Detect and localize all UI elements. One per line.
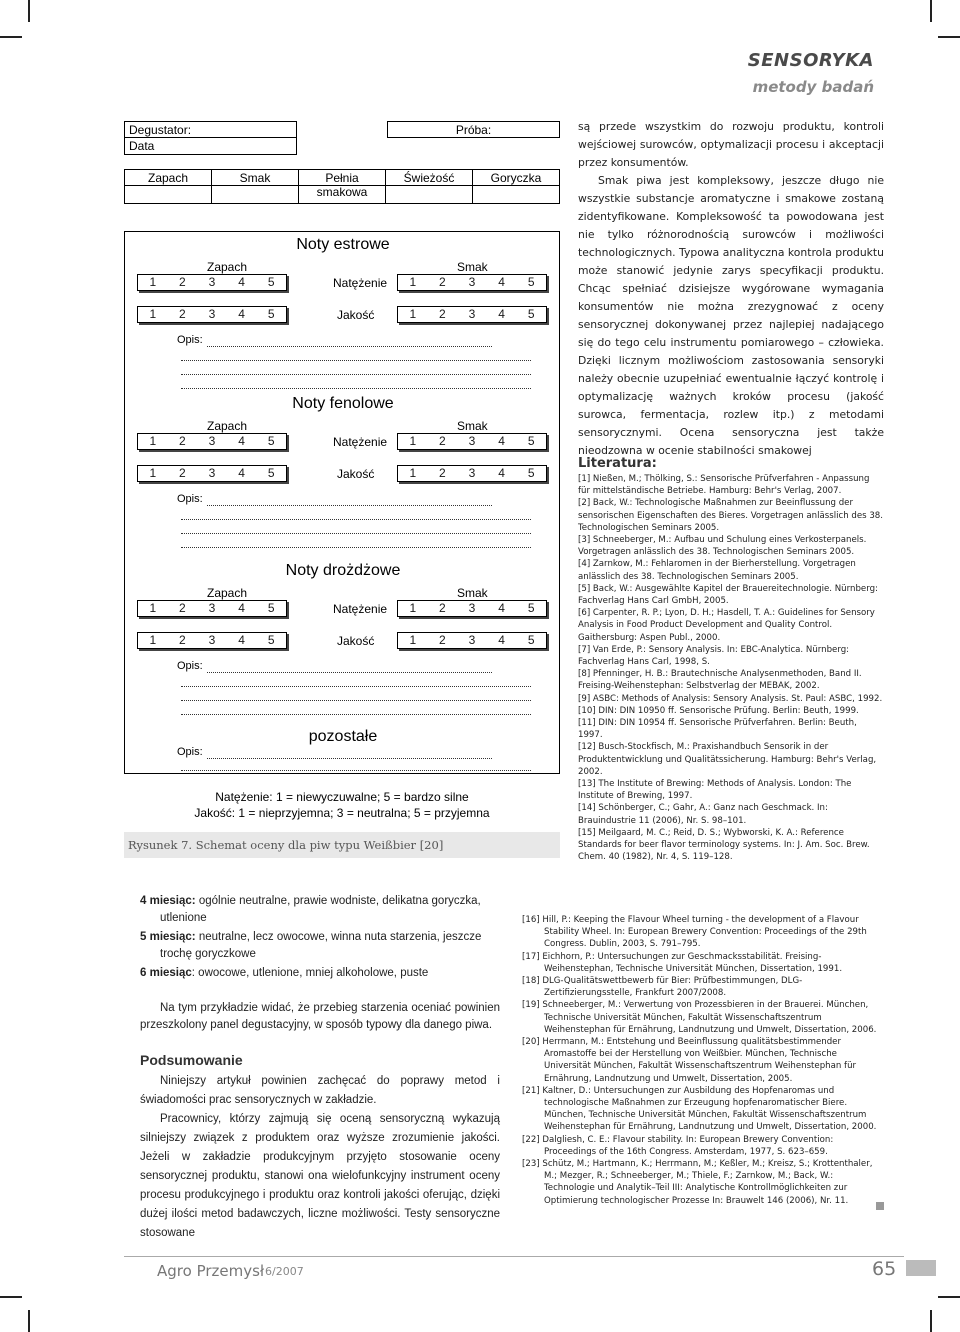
reference-item: [13] The Institute of Brewing: Methods of Analysis. London: The Institute of Brewing, 1997.	[578, 779, 852, 802]
scale-value[interactable]: 5	[267, 601, 275, 615]
dotted-line	[207, 758, 492, 759]
scale-label: Smak	[457, 586, 488, 600]
month-list	[140, 893, 500, 982]
rating-scale	[137, 306, 287, 323]
section-heading: pozostałe	[308, 728, 378, 745]
section-heading: Noty estrowe	[296, 236, 390, 253]
scale-value[interactable]: 1	[149, 601, 157, 615]
body-paragraph: są przede wszystkim do rozwoju produktu, kontroli wejściowej surowców, optymalizacji procesu i akceptacji przez konsumentów.	[578, 120, 884, 169]
scale-value[interactable]: 1	[149, 633, 157, 647]
scale-value[interactable]: 3	[468, 434, 476, 448]
scale-value[interactable]: 2	[179, 307, 186, 321]
dotted-line	[181, 360, 531, 361]
scale-label: Zapach	[207, 260, 248, 274]
column-header: Goryczka	[473, 169, 560, 186]
reference-list	[522, 914, 884, 1207]
reference-item: [8] Pfenninger, H. B.: Brautechnische Analysenmethoden, Band II. Freising-Weihenstephan: Selbstverlag der MEBAK, 2002.	[578, 669, 862, 692]
scale-value[interactable]: 2	[439, 275, 446, 289]
scale-value[interactable]: 5	[527, 275, 535, 289]
section-heading: Noty drożdżowe	[285, 562, 401, 579]
column-header: Smak	[212, 169, 299, 186]
reference-item: [7] Van Erde, P.: Sensory Analysis. In: EBC-Analytica. Nürnberg: Fachverlag Hans Carl, 1998, S.	[578, 644, 850, 668]
reference-item: [5] Back, W.: Ausgewählte Kapitel der Brauereitechnologie. Nürnberg: Fachverlag Hans Carl GmbH, 2005.	[578, 583, 878, 607]
scale-value[interactable]: 1	[149, 275, 157, 289]
scale-value[interactable]: 1	[149, 307, 157, 321]
rating-scale	[397, 274, 547, 291]
degustator-field: Degustator:	[124, 121, 297, 138]
reference-item: [23] Schütz, M.; Hartmann, K.; Herrmann, M.; Keßler, M.; Kreisz, S.; Krottenthaler, M.; Mezger, R.; Schneeberger, M.; Thiele, F.; Zarnkow, M.; Back, W.: Technologie und Analytik–Teil III: Analytische Kontrollmöglichkeiten zur Optimierung technologischer Prozesse In: Brauwelt 146 (2006), Nr. 11.	[522, 1159, 873, 1206]
scale-value[interactable]: 4	[498, 633, 505, 647]
dotted-line	[207, 346, 492, 347]
reference-item: [19] Schneeberger, M.: Verwertung von Prozessbieren in der Brauerei. München, Technische Universität München, Fakultät Wissenschaftszentrum Weihenstephan für Ernährung, Landnutzung und Umwelt, Dissertation, 2006.	[522, 1000, 877, 1035]
reference-item: [12] Busch-Stockfisch, M.: Praxishandbuch Sensorik in der Produktentwicklung und Qualitätssicherung. Hamburg: Behr's Verlag, 2002.	[578, 742, 877, 777]
scale-value[interactable]: 1	[149, 434, 157, 448]
dotted-line	[181, 714, 531, 715]
crop-mark	[930, 0, 932, 22]
footer-rule	[124, 1256, 904, 1257]
column-header: Zapach	[124, 169, 212, 186]
quality-label: Jakość	[337, 308, 375, 322]
page-number: 65	[872, 1258, 897, 1280]
rating-scale	[397, 306, 547, 323]
scale-value[interactable]: 4	[238, 601, 245, 615]
dotted-line	[181, 519, 531, 520]
scale-value[interactable]: 5	[267, 434, 275, 448]
scale-value[interactable]: 3	[208, 466, 216, 480]
scale-value[interactable]: 1	[149, 466, 157, 480]
scale-value[interactable]: 2	[179, 434, 186, 448]
page-tab-icon	[906, 1260, 936, 1276]
dotted-line	[181, 547, 531, 548]
scale-value[interactable]: 3	[468, 633, 476, 647]
dotted-line	[207, 672, 492, 673]
scale-value[interactable]: 2	[439, 307, 446, 321]
summary-paragraph: Niniejszy artykuł powinien zachęcać do poprawy metod i świadomości prac sensorycznych w zakładzie.	[140, 1075, 500, 1106]
reference-item: [11] DIN: DIN 10954 ff. Sensorische Prüfverfahren. Berlin: Beuth, 1997.	[578, 718, 857, 741]
reference-item: [1] Nießen, M.; Thölking, S.: Sensorische Prüfverfahren - Anpassung für mittelständische Betriebe. Hamburg: Behr's Verlag, 2007.	[578, 474, 870, 497]
reference-item: [10] DIN: DIN 10950 ff. Sensorische Prüfung. Berlin: Beuth, 1999.	[578, 705, 859, 716]
crop-mark	[938, 1296, 960, 1298]
crop-mark	[938, 36, 960, 38]
dotted-line	[181, 533, 531, 534]
reference-item: [18] DLG-Qualitätswettbewerb für Bier: Prüfbestimmungen, DLG-Zertifizierungsstelle, Frankfurt 2007/2008.	[522, 976, 803, 999]
scale-label: Zapach	[207, 419, 248, 433]
intensity-label: Natężenie	[333, 435, 388, 449]
scale-value[interactable]: 3	[468, 601, 476, 615]
scale-value[interactable]: 1	[409, 633, 417, 647]
example-paragraph: Na tym przykładzie widać, że przebieg starzenia oceniać powinien przeszkolony panel degustacyjny, w sposób typowy dla danego piwa.	[140, 1002, 500, 1031]
scale-value[interactable]: 5	[527, 633, 535, 647]
crop-mark	[930, 1310, 932, 1332]
rating-scale	[137, 632, 287, 649]
rating-scale	[137, 600, 287, 617]
scale-value[interactable]: 1	[409, 434, 417, 448]
scale-value[interactable]: 3	[208, 633, 216, 647]
section-title: SENSORYKA	[747, 50, 874, 71]
scale-value[interactable]: 4	[238, 275, 245, 289]
summary-paragraph: Pracownicy, którzy zajmują się oceną sensoryczną wykazują silniejszy związek z produktem oraz wyższe zrozumienie jakości. Jeżeli w zakładzie produkcyjnym przyjęto stosowanie oceny sensorycznej produktu, stanowi ona wielofunkcyjny instrument oceny procesu produkcyjnego i produktu oraz kontroli jakości oferując, dzięki dużej ilości metod badawczych, liczne możliwości. Testy sensoryczne stosowane	[140, 1113, 500, 1239]
scale-value[interactable]: 5	[527, 307, 535, 321]
dotted-line	[181, 770, 531, 771]
end-mark-icon	[876, 1202, 884, 1210]
scale-value[interactable]: 2	[179, 633, 186, 647]
scale-value[interactable]: 4	[498, 466, 505, 480]
intensity-label: Natężenie	[333, 602, 388, 616]
reference-item: [2] Back, W.: Technologische Maßnahmen zur Beeinflussung der sensorischen Eigenschaften des Bieres. Vorgetragen anlässlich des 38. Technologischen Seminars 2005.	[578, 498, 884, 533]
scale-value[interactable]: 3	[468, 307, 476, 321]
scale-value[interactable]: 4	[498, 434, 505, 448]
scale-value[interactable]: 4	[238, 434, 245, 448]
dotted-line	[181, 388, 531, 389]
reference-item: [6] Carpenter, R. P.; Lyon, D. H.; Hasdell, T. A.: Guidelines for Sensory Analysis in Food Product Development and Quality Control. Gaithersburg: Aspen Publ., 2000.	[578, 608, 875, 643]
dotted-line	[181, 374, 531, 375]
scale-value[interactable]: 5	[527, 466, 535, 480]
scale-value[interactable]: 3	[208, 275, 216, 289]
section-heading: Noty fenolowe	[292, 395, 394, 412]
dotted-line	[181, 700, 531, 701]
scale-value[interactable]: 4	[238, 307, 245, 321]
reference-item: [17] Eichhorn, P.: Untersuchungen zur Geschmacksstabilität. Freising-Weihenstephan, Technische Universität München, Dissertation, 1991.	[522, 951, 843, 974]
scale-value[interactable]: 4	[498, 601, 505, 615]
scale-value[interactable]: 3	[208, 434, 216, 448]
date-field: Data	[124, 138, 297, 155]
intensity-label: Natężenie	[333, 276, 388, 290]
scale-value[interactable]: 3	[208, 307, 216, 321]
reference-item: [3] Schneeberger, M.: Aufbau und Schulung eines Verkosterpanels. Vorgetragen anlässlich des 38. Technologischen Seminars 2005.	[578, 535, 867, 558]
reference-item: [16] Hill, P.: Keeping the Flavour Wheel turning - the development of a Flavour Stability Wheel. In: European Brewery Convention: Proceedings of the 29th Congress. Dublin, 2003, S. 791–795.	[522, 915, 867, 950]
scale-value[interactable]: 4	[238, 466, 245, 480]
journal-name: Agro Przemysł	[157, 1262, 265, 1280]
summary-heading: Podsumowanie	[140, 1052, 243, 1068]
scale-label: Smak	[457, 419, 488, 433]
rating-scale	[137, 274, 287, 291]
evaluation-form-header	[124, 121, 560, 204]
rating-scale	[397, 600, 547, 617]
scale-value[interactable]: 5	[527, 601, 535, 615]
scale-value[interactable]: 2	[439, 601, 446, 615]
scale-value[interactable]: 4	[238, 633, 245, 647]
reference-item: [15] Meilgaard, M. C.; Reid, D. S.; Wybworski, K. A.: Reference Standards for beer flavor terminology systems. In: J. Am. Soc. Brew. Chem. 40 (1982), Nr. 4, S. 119–128.	[578, 827, 870, 863]
section-subtitle: metody badań	[752, 78, 874, 96]
figure-caption: Rysunek 7. Schemat oceny dla piw typu Weißbier [20]	[124, 832, 560, 858]
scale-value[interactable]: 1	[409, 466, 417, 480]
rating-scale	[137, 465, 287, 482]
scale-value[interactable]: 1	[409, 601, 417, 615]
scale-value[interactable]: 5	[267, 633, 275, 647]
scale-value[interactable]: 2	[179, 601, 186, 615]
scale-value[interactable]: 5	[267, 307, 275, 321]
quality-label: Jakość	[337, 634, 375, 648]
rating-scale	[397, 465, 547, 482]
description-label: Opis:	[177, 660, 203, 672]
crop-mark	[0, 1296, 22, 1298]
scale-value[interactable]: 3	[468, 275, 476, 289]
sample-field: Próba:	[387, 121, 560, 138]
crop-mark	[0, 36, 22, 38]
evaluation-form-body	[124, 231, 560, 774]
description-label: Opis:	[177, 493, 203, 505]
scale-value[interactable]: 2	[439, 466, 446, 480]
reference-list	[578, 473, 884, 864]
attribute-columns	[124, 169, 560, 199]
list-item: 6 miesiąc: owocowe, utlenione, mniej alkoholowe, puste	[140, 967, 429, 979]
scale-label: Zapach	[207, 586, 248, 600]
journal-issue: 6/2007	[265, 1265, 304, 1278]
scale-value[interactable]: 1	[409, 307, 417, 321]
column-header: Pełnia smakowa	[299, 169, 386, 186]
body-paragraph: Smak piwa jest kompleksowy, jeszcze długo nie wszystkie substancje aromatyczne i smakowe zostaną zidentyfikowane. Kompleksowość ta powodowana jest nie tylko różnorodnością surowców i możliwości technologicznych. Typowa analityczna kontrola produktu może stanowić jedynie zarys specyfikacji produktu. Chcąc spełniać dzisiejsze wygórowane wymagania konsumentów nie można zrezygnować z oceny sensorycznej dokonywanej przez najlepiej nadającego się do tego celu instrumentu pomiarowego – człowieka. Dzięki licznym możliwościom zastosowania sensoryki należy obecnie uzupełniać ewentualnie łączyć kontrolę i optymalizację ważnych kroków procesu (jakość surowca, fermentacja, rozlew itp.) z metodami sensorycznymi. Ocena sensoryczna jest także nieodzowna w ocenie stabilności smakowej	[578, 174, 884, 457]
crop-mark	[28, 1310, 30, 1332]
scale-value[interactable]: 4	[498, 307, 505, 321]
scale-value[interactable]: 5	[527, 434, 535, 448]
rating-scale	[397, 433, 547, 450]
scale-value[interactable]: 1	[409, 275, 417, 289]
scale-value[interactable]: 3	[468, 466, 476, 480]
crop-mark	[28, 0, 30, 22]
scale-value[interactable]: 2	[439, 633, 446, 647]
description-label: Opis:	[177, 334, 203, 346]
scale-value[interactable]: 2	[179, 466, 186, 480]
dotted-line	[181, 686, 531, 687]
reference-item: [21] Kaltner, D.: Untersuchungen zur Ausbildung des Hopfenaromas und technologische Maßnahmen zur Erzeugung hopfenaromatischer Biere. München, Technische Universität München, Fakultät Wissenschaftszentrum Weihenstephan für Ernährung, Landnutzung und Umwelt, Dissertation, 2000.	[522, 1085, 877, 1133]
description-label: Opis:	[177, 746, 203, 758]
quality-label: Jakość	[337, 467, 375, 481]
reference-item: [14] Schönberger, C.; Gahr, A.: Ganz nach Geschmack. In: Brauindustrie 11 (2006), Nr. S. 98–101.	[578, 803, 828, 826]
scale-value[interactable]: 5	[267, 275, 275, 289]
scale-value[interactable]: 2	[179, 275, 186, 289]
list-item: 4 miesiąc: ogólnie neutralne, prawie wodniste, delikatna goryczka, utlenione	[140, 895, 481, 924]
rating-scale	[137, 433, 287, 450]
literature-heading: Literatura:	[578, 456, 657, 471]
attribute-empty-row	[124, 186, 560, 204]
reference-item: [22] Dalgliesh, C. E.: Flavour stability. In: European Brewery Convention: Proceedings of the 16th Congress. Amsterdam, 1977, S. 623–659.	[522, 1134, 834, 1157]
reference-item: [4] Zarnkow, M.: Fehlaromen in der Bierherstellung. Vorgetragen anlässlich des 38. Technologischen Seminars 2005.	[578, 559, 856, 582]
column-header: Świeżość	[386, 169, 473, 186]
dotted-line	[207, 505, 492, 506]
scale-value[interactable]: 4	[498, 275, 505, 289]
scale-value[interactable]: 3	[208, 601, 216, 615]
legend-intensity: Natężenie: 1 = niewyczuwalne; 5 = bardzo silne	[215, 790, 469, 804]
reference-item: [9] ASBC: Methods of Analysis: Sensory Analysis. St. Paul: ASBC, 1992.	[578, 693, 883, 704]
scale-value[interactable]: 5	[267, 466, 275, 480]
scale-value[interactable]: 2	[439, 434, 446, 448]
reference-item: [20] Herrmann, M.: Entstehung und Beeinflussung qualitätsbestimmender Aromastoffe bei der Herstellung von Weißbier. München, Technische Universität München, Fakultät Wissenschaftszentrum Weihenstephan für Ernährung, Landnutzung und Umwelt, Dissertation, 2005.	[522, 1037, 857, 1084]
scale-label: Smak	[457, 260, 488, 274]
legend-quality: Jakość: 1 = nieprzyjemna; 3 = neutralna; 5 = przyjemna	[194, 806, 490, 820]
list-item: 5 miesiąc: neutralne, lecz owocowe, winna nuta starzenia, jeszcze trochę goryczkowe	[140, 931, 482, 960]
rating-scale	[397, 632, 547, 649]
